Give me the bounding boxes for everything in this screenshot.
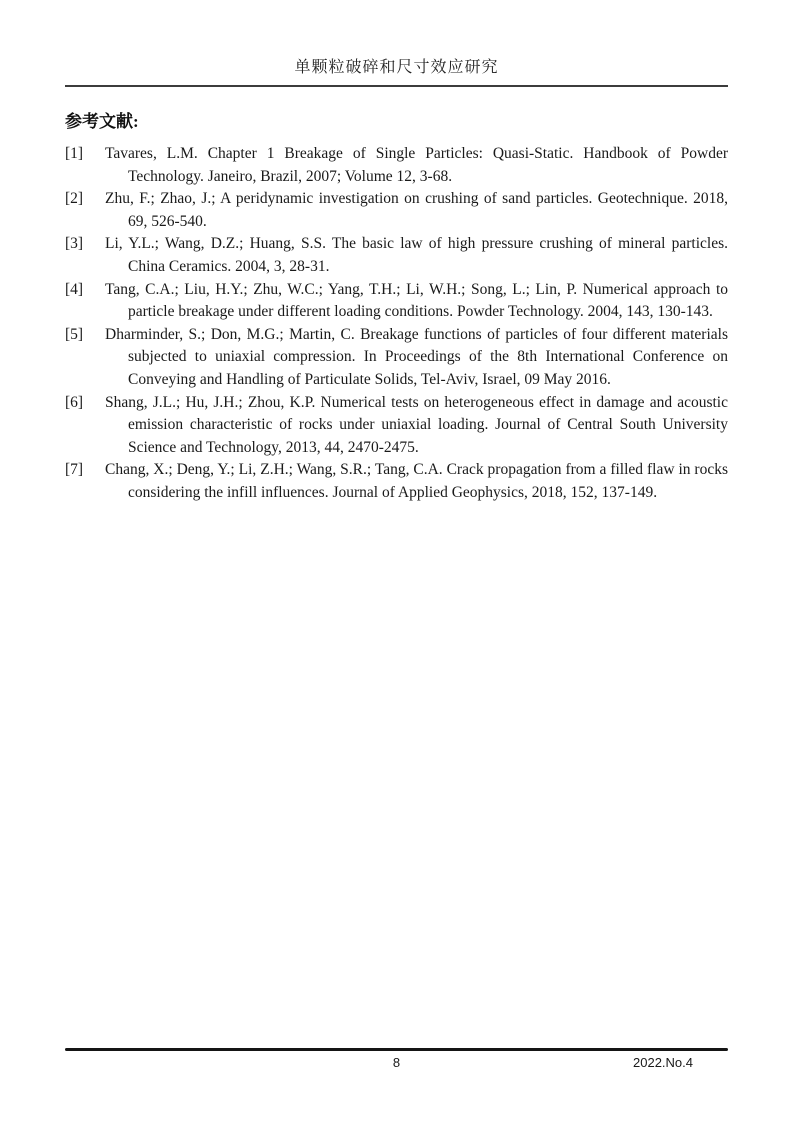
reference-label: [4] bbox=[65, 280, 84, 298]
reference-text: Shang, J.L.; Hu, J.H.; Zhou, K.P. Numerical tests on heterogeneous effect in damage and acoustic emission characteristic of rocks under uniaxial loading. Journal of Central South University Science and Technology, 2013, 44, 2470-2475. bbox=[105, 393, 728, 456]
reference-text: Zhu, F.; Zhao, J.; A peridynamic investigation on crushing of sand particles. Geotechnique. 2018, 69, 526-540. bbox=[105, 190, 728, 230]
page-content bbox=[65, 110, 728, 505]
reference-label: [2] bbox=[65, 190, 84, 208]
page-number: 8 bbox=[392, 1055, 401, 1070]
footer-rule bbox=[65, 1048, 728, 1051]
reference-item bbox=[65, 459, 728, 504]
reference-item bbox=[65, 324, 728, 392]
issue-label: 2022.No.4 bbox=[633, 1055, 693, 1070]
reference-label: [5] bbox=[65, 325, 84, 343]
reference-item bbox=[65, 392, 728, 460]
running-header-title: 单颗粒破碎和尺寸效应研究 bbox=[294, 59, 499, 76]
reference-text: Tavares, L.M. Chapter 1 Breakage of Single Particles: Quasi-Static. Handbook of Powder Technology. Janeiro, Brazil, 2007; Volume 12, 3-68. bbox=[105, 145, 728, 185]
reference-text: Tang, C.A.; Liu, H.Y.; Zhu, W.C.; Yang, T.H.; Li, W.H.; Song, L.; Lin, P. Numerical approach to particle breakage under different loading conditions. Powder Technology. 2004, 143, 130-143. bbox=[105, 280, 728, 321]
reference-item bbox=[65, 279, 728, 324]
references-heading: 参考文献: bbox=[65, 112, 139, 131]
reference-label: [6] bbox=[65, 393, 84, 411]
references-list bbox=[65, 143, 728, 505]
reference-text: Li, Y.L.; Wang, D.Z.; Huang, S.S. The basic law of high pressure crushing of mineral particles. China Ceramics. 2004, 3, 28-31. bbox=[105, 235, 728, 275]
reference-label: [7] bbox=[65, 461, 84, 479]
reference-text: Dharminder, S.; Don, M.G.; Martin, C. Breakage functions of particles of four different materials subjected to uniaxial compression. In Proceedings of the 8th International Conference on Conveying and Handling of Particulate Solids, Tel-Aviv, Israel, 09 May 2016. bbox=[105, 325, 728, 388]
header-rule bbox=[65, 85, 728, 87]
reference-item bbox=[65, 188, 728, 233]
reference-item bbox=[65, 143, 728, 188]
reference-label: [3] bbox=[65, 235, 84, 253]
reference-item bbox=[65, 233, 728, 278]
reference-text: Chang, X.; Deng, Y.; Li, Z.H.; Wang, S.R.; Tang, C.A. Crack propagation from a filled flaw in rocks considering the infill influences. Journal of Applied Geophysics, 2018, 152, 137-149. bbox=[105, 461, 728, 501]
reference-label: [1] bbox=[65, 145, 84, 162]
